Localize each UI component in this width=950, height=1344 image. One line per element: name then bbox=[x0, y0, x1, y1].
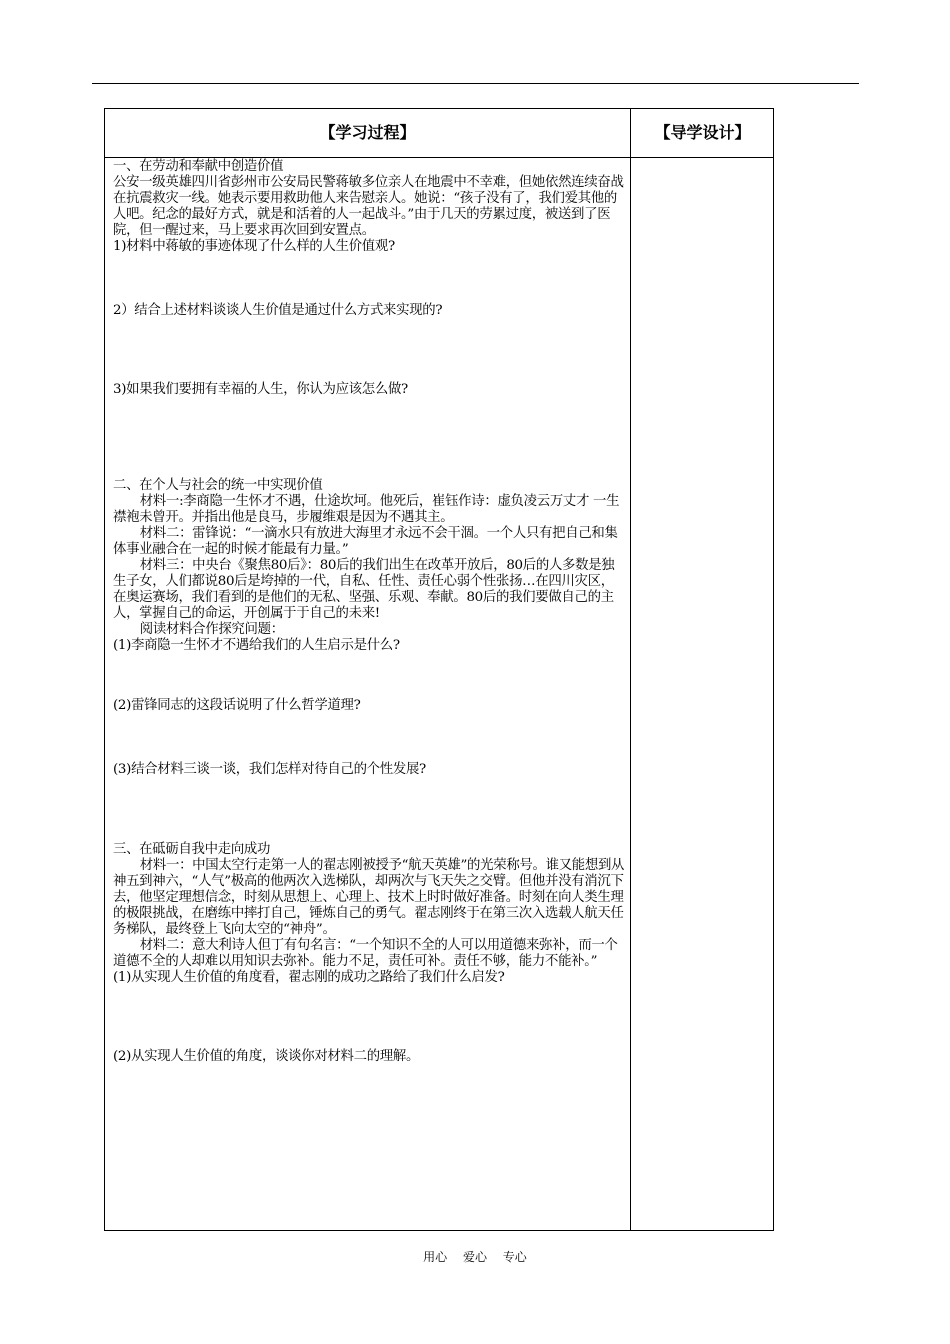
section3-question-1: (1)从实现人生价值的角度看，翟志刚的成功之路给了我们什么启发? bbox=[113, 970, 505, 985]
section1-question-2: 2）结合上述材料谈谈人生价值是通过什么方式来实现的? bbox=[113, 303, 443, 318]
section1-title: 一、在劳动和奉献中创造价值 bbox=[113, 159, 284, 174]
column-divider bbox=[630, 109, 631, 1230]
section2-material-2: 材料二：雷锋说：“一滴水只有放进大海里才永远不会干涸。一个人只有把自己和集体事业融合在一起的时候才能最有力量。” bbox=[113, 526, 618, 557]
section3-question-2: (2)从实现人生价值的角度，谈谈你对材料二的理解。 bbox=[113, 1049, 420, 1064]
header-learning-process: 【学习过程】 bbox=[319, 123, 416, 142]
section2-lead: 阅读材料合作探究问题： bbox=[139, 622, 284, 637]
page-footer: 用心 爱心 专心 bbox=[423, 1250, 527, 1264]
section2-material-1: 材料一:李商隐一生怀才不遇，仕途坎坷。他死后，崔钰作诗：虚负凌云万丈才 一生襟袍未曾开。并指出他是良马，步履维艰是因为不遇其主。 bbox=[113, 494, 620, 525]
section1-question-1: 1)材料中蒋敏的事迹体现了什么样的人生价值观? bbox=[113, 239, 395, 254]
section3-material-1: 材料一：中国太空行走第一人的翟志刚被授予“航天英雄”的光荣称号。谁又能想到从神五到神六，“人气”极高的他两次入选梯队，却两次与飞天失之交臂。但他并没有消沉下去，他坚定理想信念，时刻从思想上、心理上、技术上时时做好准备。时刻在向人类生理的极限挑战，在磨练中摔打自己，锤炼自己的勇气。翟志刚终于在第三次入选载人航天任务梯队，最终登上飞向太空的“神舟”。 bbox=[113, 858, 625, 937]
header-guide-design: 【导学设计】 bbox=[654, 123, 751, 142]
section1-material: 公安一级英雄四川省彭州市公安局民警蒋敏多位亲人在地震中不幸难，但她依然连续奋战在抗震救灾一线。她表示要用救助他人来告慰亲人。她说：“孩子没有了，我们爱其他的人吧。纪念的最好方式，就是和活着的人一起战斗。”由于几天的劳累过度，被送到了医院，但一醒过来，马上要求再次回到安置点。 bbox=[113, 175, 624, 238]
section2-title: 二、在个人与社会的统一中实现价值 bbox=[113, 478, 323, 493]
worksheet-table bbox=[104, 108, 774, 1231]
section2-question-1: (1)李商隐一生怀才不遇给我们的人生启示是什么? bbox=[113, 638, 400, 653]
section2-question-2: (2)雷锋同志的这段话说明了什么哲学道理? bbox=[113, 698, 361, 713]
section2-material-3: 材料三：中央台《聚焦80后》：80后的我们出生在改革开放后，80后的人多数是独生子女，人们都说80后是垮掉的一代，自私、任性、责任心弱个性张扬…在四川灾区，在奥运赛场，我们看到的是他们的无私、坚强、乐观、奉献。80后的我们要做自己的主人，掌握自己的命运，开创属于于自己的未来! bbox=[113, 558, 615, 621]
learning-process-content bbox=[113, 159, 625, 1065]
section3-material-2: 材料二：意大利诗人但丁有句名言：“一个知识不全的人可以用道德来弥补，而一个道德不全的人却难以用知识去弥补。能力不足，责任可补。责任不够，能力不能补。” bbox=[113, 938, 618, 969]
header-row-divider bbox=[105, 157, 773, 158]
section2-question-3: (3)结合材料三谈一谈，我们怎样对待自己的个性发展? bbox=[113, 762, 426, 777]
section1-question-3: 3)如果我们要拥有幸福的人生，你认为应该怎么做? bbox=[113, 382, 408, 397]
header-rule bbox=[92, 83, 859, 84]
section3-title: 三、在砥砺自我中走向成功 bbox=[113, 842, 271, 857]
